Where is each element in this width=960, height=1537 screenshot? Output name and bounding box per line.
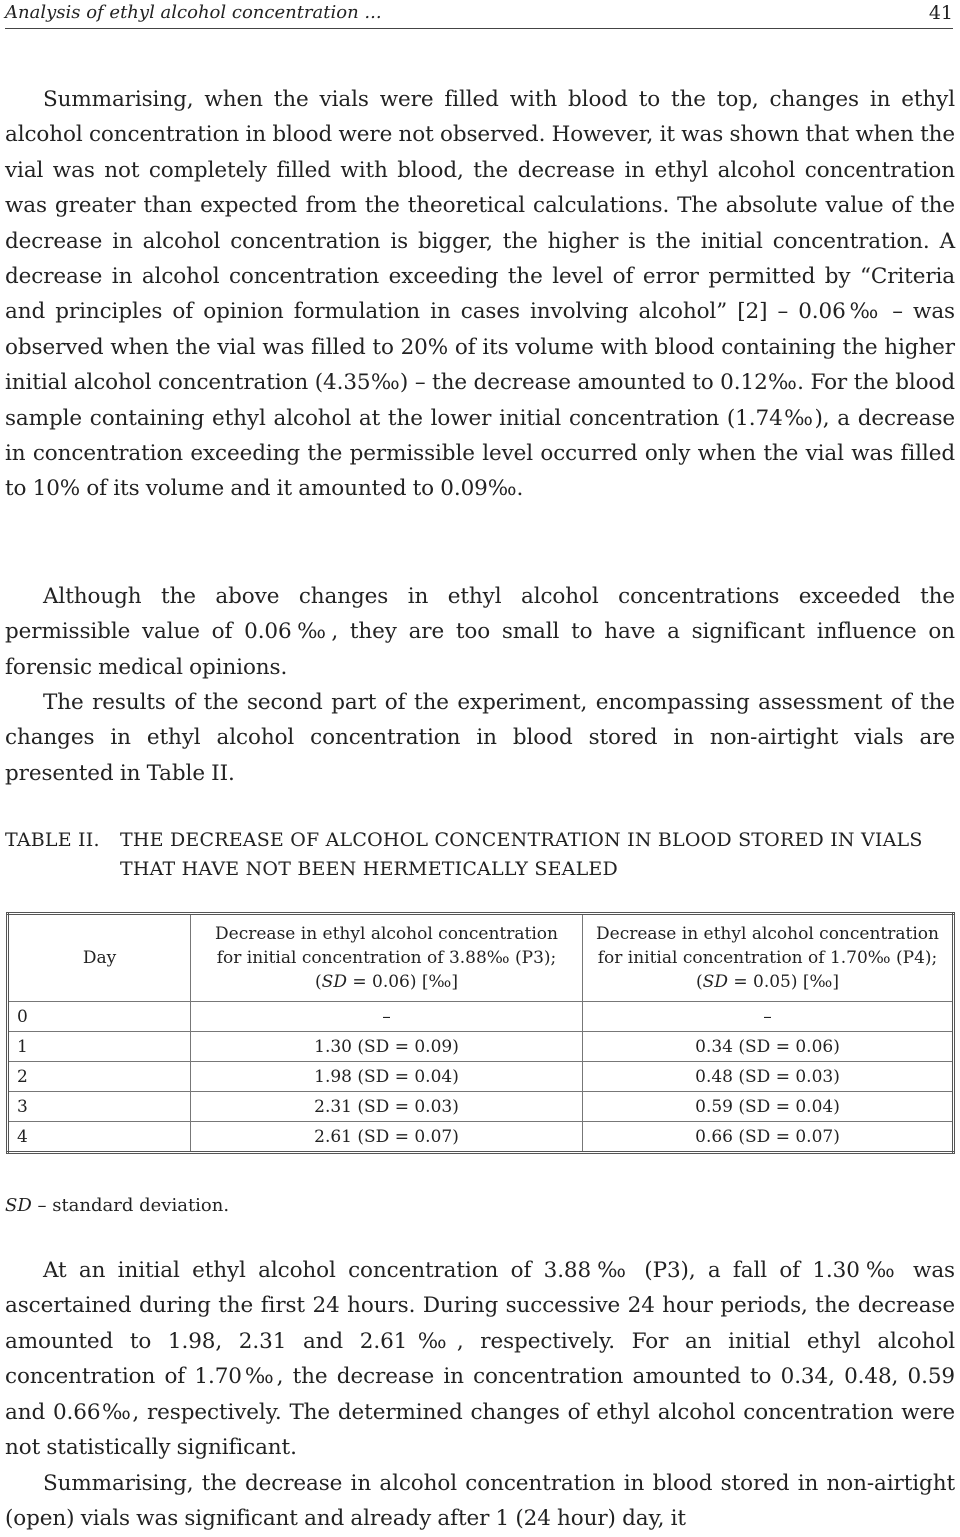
cell-day: 2 [8, 1062, 191, 1092]
header-p3-sd: SD [321, 972, 347, 992]
results-table [6, 912, 955, 1154]
table-header-row [8, 914, 954, 1002]
cell-day: 1 [8, 1032, 191, 1062]
table-row [8, 1092, 954, 1122]
running-head-title: Analysis of ethyl alcohol concentration ... [5, 2, 382, 23]
header-p3-line2: for initial concentration of 3.88‰ (P3); [216, 948, 557, 968]
header-day: Day [8, 914, 191, 1002]
header-p4-sd: SD [702, 972, 728, 992]
cell-p4: 0.66 (SD = 0.07) [583, 1122, 954, 1153]
paragraph-summary: Summarising, when the vials were filled with blood to the top, changes in ethyl alcohol concentration in blood were not observed. However, it was shown that when the vial was not completely filled with blood, the decrease in ethyl alcohol concentration was greater than expected from the theoretical calculations. The absolute value of the decrease in alcohol concentration is bigger, the higher is the initial concentration. A decrease in alcohol concentration exceeding the level of error permitted by “Criteria and principles of opinion formulation in cases involving alcohol” [2] – 0.06‰ – was observed when the vial was filled to 20% of its volume with blood containing the higher initial alcohol concentration (4.35‰) – the decrease amounted to 0.12‰. For the blood sample containing ethyl alcohol at the lower initial concentration (1.74‰), a decrease in concentration exceeding the permissible level occurred only when the vial was filled to 10% of its volume and it amounted to 0.09‰. [5, 87, 955, 502]
header-p3-line1: Decrease in ethyl alcohol concentration [215, 924, 558, 944]
cell-p3: 2.31 (SD = 0.03) [191, 1092, 583, 1122]
paragraph-permissible-value: Although the above changes in ethyl alcohol concentrations exceeded the permissible value of 0.06‰, they are too small to have a significant influence on forensic medical opinions. [5, 584, 955, 680]
header-p4-line3: = 0.05) [‰] [727, 972, 839, 992]
cell-day: 3 [8, 1092, 191, 1122]
cell-p3: 1.98 (SD = 0.04) [191, 1062, 583, 1092]
table-row [8, 1002, 954, 1032]
footnote-abbr: SD [5, 1195, 32, 1216]
footnote-text: – standard deviation. [31, 1195, 230, 1216]
cell-day: 4 [8, 1122, 191, 1153]
paragraph-second-part: The results of the second part of the experiment, encompassing assessment of the changes in ethyl alcohol concentration in blood stored in non-airtight vials are presented in Table II. [5, 690, 955, 786]
cell-p4: 0.34 (SD = 0.06) [583, 1032, 954, 1062]
cell-day: 0 [8, 1002, 191, 1032]
cell-p4: – [583, 1002, 954, 1032]
paragraph-results: At an initial ethyl alcohol concentration of 3.88‰ (P3), a fall of 1.30‰ was ascertained during the first 24 hours. During successive 24 hour periods, the decrease amounted to 1.98, 2.31 and 2.61‰, respectively. For an initial ethyl alcohol concentration of 1.70‰, the decrease in concentration amounted to 0.34, 0.48, 0.59 and 0.66‰, respectively. The determined changes of ethyl alcohol concentration were not statistically significant. [5, 1258, 955, 1461]
table-caption-label: TABLE II. [5, 829, 100, 851]
paragraph-summary-open: Summarising, the decrease in alcohol concentration in blood stored in non-airtight (open) vials was significant and already after 1 (24 hour) day, it [5, 1471, 955, 1532]
cell-p3: 1.30 (SD = 0.09) [191, 1032, 583, 1062]
running-head [5, 0, 953, 29]
cell-p3: – [191, 1002, 583, 1032]
page-number: 41 [928, 2, 953, 24]
table-row [8, 1062, 954, 1092]
cell-p4: 0.48 (SD = 0.03) [583, 1062, 954, 1092]
header-p4-line1: Decrease in ethyl alcohol concentration [596, 924, 939, 944]
cell-p3: 2.61 (SD = 0.07) [191, 1122, 583, 1153]
header-p3: Decrease in ethyl alcohol concentration for initial concentration of 3.88‰ (P3); (SD = 0.06) [‰] [191, 914, 583, 1002]
table-footnote [5, 1193, 229, 1219]
cell-p4: 0.59 (SD = 0.04) [583, 1092, 954, 1122]
table-row [8, 1032, 954, 1062]
table-caption-title: THE DECREASE OF ALCOHOL CONCENTRATION IN BLOOD STORED IN VIALS THAT HAVE NOT BEEN HERMETICALLY SEALED [120, 829, 923, 880]
table-caption [5, 826, 955, 880]
table-row [8, 1122, 954, 1153]
header-p3-line3: = 0.06) [‰] [346, 972, 458, 992]
header-p4: Decrease in ethyl alcohol concentration for initial concentration of 1.70‰ (P4); (SD = 0.05) [‰] [583, 914, 954, 1002]
header-p4-line2: for initial concentration of 1.70‰ (P4); [597, 948, 938, 968]
